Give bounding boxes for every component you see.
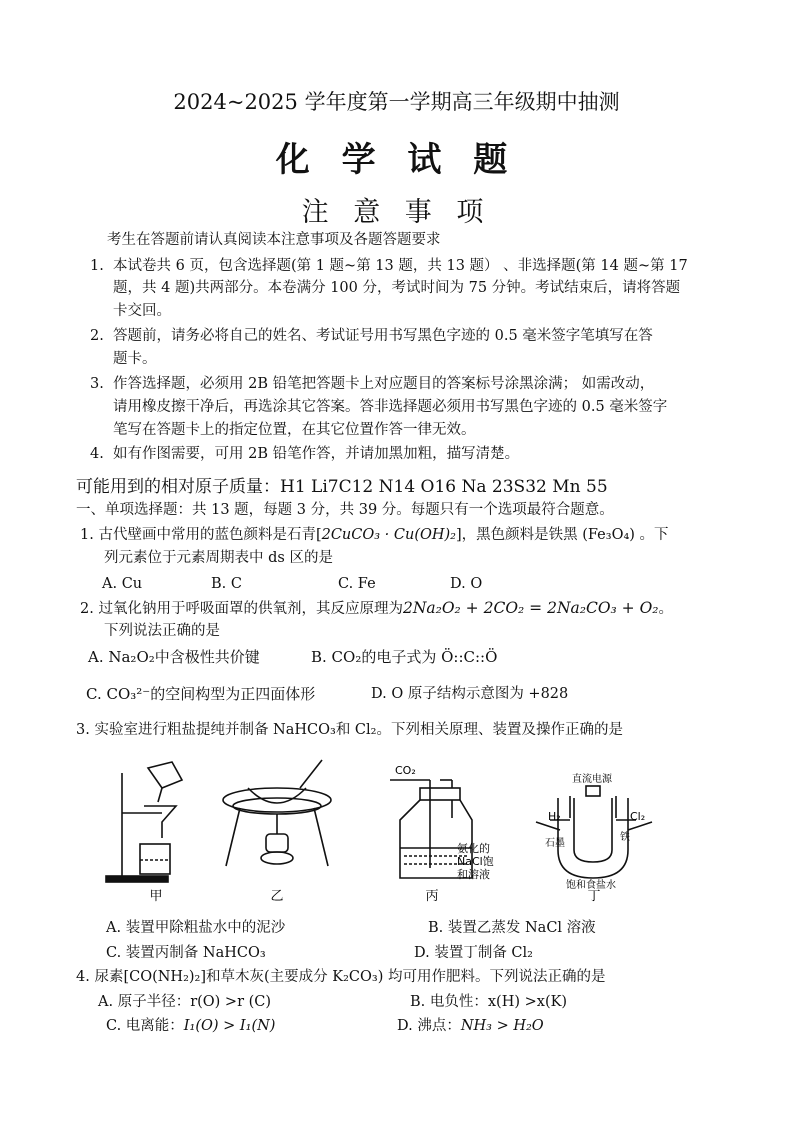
notice-item-3-line: 笔写在答题卡上的指定位置，在其它位置作答一律无效。 <box>113 422 476 438</box>
notice-item-1-line: 题，共 4 题)共两部分。本卷满分 100 分，考试时间为 75 分钟。考试结束后，请将答题 <box>113 280 681 296</box>
notice-item-3-line: 请用橡皮擦干净后，再选涂其它答案。答非选择题必须用书写黑色字迹的 0.5 毫米签字 <box>113 399 668 415</box>
apparatus-jia-filtration <box>106 762 182 882</box>
label-cl2: Cl₂ <box>630 810 646 823</box>
apparatus-yi-evaporation <box>223 760 331 866</box>
label-iron: 铁 <box>620 832 630 843</box>
atomic-mass-line: 可能用到的相对原子质量：H1 Li7C12 N14 O16 Na 23S32 Mn 55 <box>76 477 608 497</box>
question-3-stem: 3. 实验室进行粗盐提纯并制备 NaHCO₃和 Cl₂。下列相关原理、装置及操作正确的是 <box>76 722 623 738</box>
label-ammonia-2: NaCl饱 <box>457 855 494 868</box>
q3-option-d[interactable]: D. 装置丁制备 Cl₂ <box>414 945 533 961</box>
question-4-stem: 4. 尿素[CO(NH₂)₂]和草木灰(主要成分 K₂CO₃) 均可用作肥料。下列说法正确的是 <box>76 969 606 985</box>
label-ammonia-3: 和溶液 <box>457 868 490 881</box>
q1-formula: 2CuCO₃ · Cu(OH)₂ <box>321 527 456 543</box>
notice-item-3-line: 作答选择题，必须用 2B 铅笔把答题卡上对应题目的答案标号涂黑涂满； 如需改动， <box>113 376 655 392</box>
notice-intro: 考生在答题前请认真阅读本注意事项及各题答题要求 <box>107 232 441 248</box>
q4-option-a[interactable]: A. 原子半径：r(O) >r (C) <box>98 994 272 1010</box>
notice-item-2-num: 2. <box>90 328 104 344</box>
label-yi: 乙 <box>270 889 284 904</box>
q3-option-c[interactable]: C. 装置丙制备 NaHCO₃ <box>106 945 266 961</box>
question-2-stem <box>80 597 673 620</box>
apparatus-ding-electrolysis <box>536 786 652 878</box>
question-2-stem-line2: 下列说法正确的是 <box>104 623 220 639</box>
q4-option-d-label: D. 沸点： <box>397 1018 461 1034</box>
q2-text: 2. 过氧化钠用于呼吸面罩的供氧剂，其反应原理为 <box>80 601 403 617</box>
q1-option-a[interactable]: A. Cu <box>102 576 143 592</box>
section-heading: 一、单项选择题：共 13 题，每题 3 分，共 39 分。每题只有一个选项最符合题意。 <box>76 502 614 518</box>
notice-item-2-line: 答题前，请务必将自己的姓名、考试证号用书写黑色字迹的 0.5 毫米签字笔填写在答 <box>113 328 653 344</box>
notice-item-1-num: 1. <box>90 258 104 274</box>
label-brine: 饱和食盐水 <box>566 880 616 891</box>
label-co2: CO₂ <box>395 764 416 777</box>
label-power: 直流电源 <box>572 774 612 785</box>
q2-option-a[interactable]: A. Na₂O₂中含极性共价键 <box>88 648 260 666</box>
q1-text-b: ]，黑色颜料是铁黑 (Fe₃O₄) 。下 <box>455 527 669 543</box>
q1-option-c[interactable]: C. Fe <box>338 576 376 592</box>
q1-option-d[interactable]: D. O <box>450 576 483 592</box>
q4-option-c[interactable] <box>106 1015 275 1037</box>
q2-text-end: 。 <box>658 601 673 617</box>
q4-option-d[interactable] <box>397 1015 544 1037</box>
q4-option-c-label: C. 电离能： <box>106 1018 184 1034</box>
notice-item-1-line: 本试卷共 6 页，包含选择题(第 1 题~第 13 题，共 13 题） 、非选择题(第 14 题~第 17 <box>113 258 688 274</box>
notice-item-2-line: 题卡。 <box>113 351 157 367</box>
label-ammonia-1: 氨化的 <box>457 842 490 855</box>
q1-option-b[interactable]: B. C <box>211 576 242 592</box>
q4-option-d-math: NH₃ > H₂O <box>460 1018 544 1034</box>
question-1-stem <box>80 524 669 546</box>
label-jia: 甲 <box>149 889 163 904</box>
label-h2: H₂ <box>548 810 561 823</box>
notice-item-1-line: 卡交回。 <box>113 303 171 319</box>
q3-option-a[interactable]: A. 装置甲除粗盐水中的泥沙 <box>106 920 286 936</box>
q4-option-c-math: I₁(O) > I₁(N) <box>183 1018 276 1034</box>
q4-option-b[interactable]: B. 电负性：x(H) >x(K) <box>410 994 568 1010</box>
q2-option-c[interactable]: C. CO₃²⁻的空间构型为正四面体形 <box>86 685 316 703</box>
q2-option-d[interactable]: D. O 原子结构示意图为 +828 <box>371 686 569 702</box>
exam-header: 2024~2025 学年度第一学期高三年级期中抽测 <box>173 90 620 114</box>
q3-option-b[interactable]: B. 装置乙蒸发 NaCl 溶液 <box>428 920 596 936</box>
notice-title: 注 意 事 项 <box>301 197 492 228</box>
q3-apparatus-figure <box>100 758 690 906</box>
label-bing: 丙 <box>425 889 439 904</box>
q2-equation: 2Na₂O₂ + 2CO₂ = 2Na₂CO₃ + O₂ <box>402 599 659 617</box>
label-ding: 丁 <box>587 889 601 904</box>
q1-text-a: 1. 古代壁画中常用的蓝色颜料是石青[ <box>80 527 322 543</box>
notice-item-3-num: 3. <box>90 376 104 392</box>
q2-option-b[interactable]: B. CO₂的电子式为 Ö::C::Ö <box>311 648 498 666</box>
notice-item-4-num: 4. <box>90 446 104 462</box>
label-graphite: 石墨 <box>545 838 565 849</box>
notice-item-4-line: 如有作图需要，可用 2B 铅笔作答，并请加黑加粗，描写清楚。 <box>113 446 520 462</box>
page-title: 化 学 试 题 <box>275 140 518 180</box>
question-1-stem-line2: 列元素位于元素周期表中 ds 区的是 <box>104 550 333 566</box>
